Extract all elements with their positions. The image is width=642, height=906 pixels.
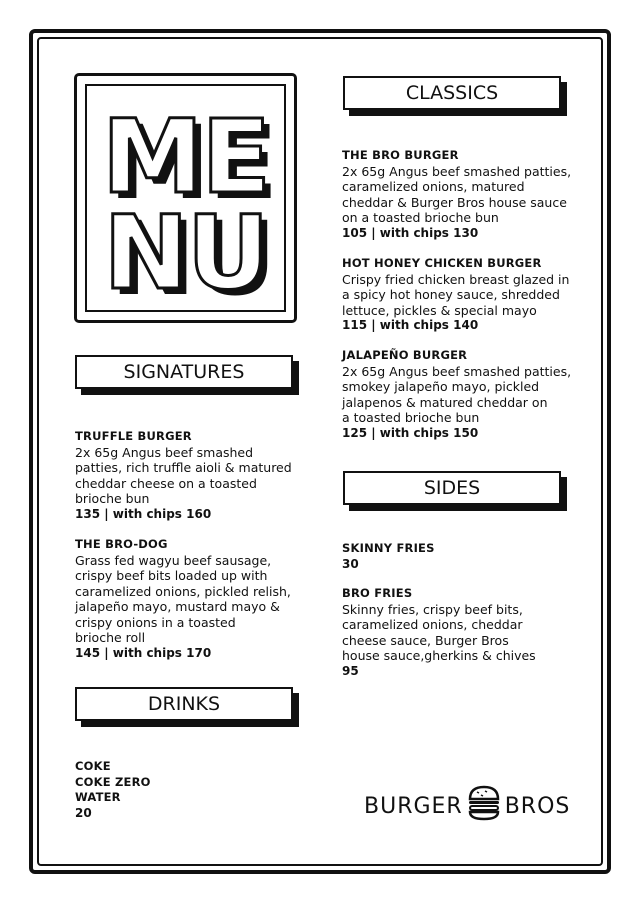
drinks-price: 20 bbox=[75, 805, 92, 820]
item-price: 105 | with chips 130 bbox=[342, 225, 479, 240]
drinks-header: DRINKS bbox=[75, 687, 293, 721]
item-price: 145 | with chips 170 bbox=[75, 645, 212, 660]
menu-logo-row-2: NU bbox=[103, 194, 268, 313]
item-price: 125 | with chips 150 bbox=[342, 425, 479, 440]
menu-logo-inner-frame bbox=[85, 84, 286, 312]
burger-icon bbox=[467, 785, 501, 827]
menu-logo-row-1: ME bbox=[101, 98, 270, 217]
item-price: 135 | with chips 160 bbox=[75, 506, 212, 521]
drink-coke: COKE bbox=[75, 759, 111, 773]
menu-item-bro-fries bbox=[342, 586, 587, 679]
menu-item-jalapeno-burger bbox=[342, 348, 587, 441]
item-name: THE BRO-DOG bbox=[75, 537, 168, 551]
item-name: BRO FRIES bbox=[342, 586, 413, 600]
item-description: 2x 65g Angus beef smashed patties, rich truffle aioli & matured cheddar cheese on a toasted brioche bun bbox=[75, 444, 292, 506]
menu-item-hot-honey-chicken-burger bbox=[342, 256, 587, 334]
menu-logo bbox=[74, 73, 297, 323]
item-name: THE BRO BURGER bbox=[342, 148, 459, 162]
item-price: 95 bbox=[342, 663, 359, 678]
item-description: 2x 65g Angus beef smashed patties, caramelized onions, matured cheddar & Burger Bros house sauce on a toasted brioche bun bbox=[342, 163, 572, 225]
brand-text-right: BROS bbox=[504, 793, 571, 819]
burger-bros-logo bbox=[364, 786, 570, 826]
drinks-list bbox=[75, 759, 275, 821]
menu-item-skinny-fries bbox=[342, 541, 587, 572]
drink-coke-zero: COKE ZERO bbox=[75, 774, 151, 789]
item-name: TRUFFLE BURGER bbox=[75, 429, 192, 443]
menu-item-bro-burger bbox=[342, 148, 587, 241]
item-price: 115 | with chips 140 bbox=[342, 318, 479, 332]
item-description: Crispy fried chicken breast glazed in a spicy hot honey sauce, shredded lettuce, pickles & special mayo bbox=[342, 271, 570, 318]
sides-header: SIDES bbox=[343, 471, 561, 505]
item-name: SKINNY FRIES bbox=[342, 541, 435, 555]
item-price: 30 bbox=[342, 556, 359, 571]
item-name: JALAPEÑO BURGER bbox=[342, 348, 468, 362]
item-description: Skinny fries, crispy beef bits, caramelized onions, cheddar cheese sauce, Burger Bros house sauce,gherkins & chives bbox=[342, 601, 536, 663]
brand-text-left: BURGER bbox=[364, 793, 463, 819]
item-description: 2x 65g Angus beef smashed patties, smokey jalapeño mayo, pickled jalapenos & matured cheddar on a toasted brioche bun bbox=[342, 363, 572, 425]
item-name: HOT HONEY CHICKEN BURGER bbox=[342, 256, 542, 270]
menu-item-bro-dog bbox=[75, 537, 315, 661]
drink-water: WATER bbox=[75, 790, 121, 804]
signatures-header: SIGNATURES bbox=[75, 355, 293, 389]
item-description: Grass fed wagyu beef sausage, crispy beef bits loaded up with caramelized onions, pickled relish, jalapeño mayo, mustard mayo & crispy onions in a toasted brioche roll bbox=[75, 552, 291, 645]
classics-header: CLASSICS bbox=[343, 76, 561, 110]
menu-item-truffle-burger bbox=[75, 429, 315, 522]
